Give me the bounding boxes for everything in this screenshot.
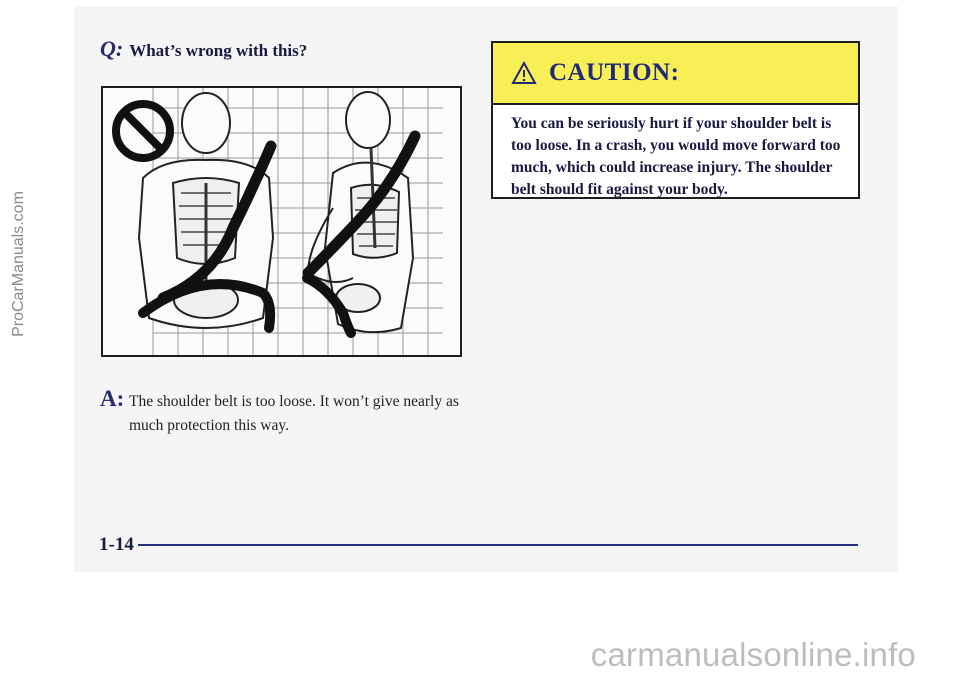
watermark-text: ProCarManuals.com [10,191,27,337]
seatbelt-illustration [101,86,462,357]
caution-title: CAUTION: [549,59,680,86]
prohibited-icon [116,104,170,158]
caution-body: You can be seriously hurt if your shoulder belt is too loose. In a crash, you would move forward too much, which could increase injury. The shoulder belt should fit against your body. [511,115,841,198]
answer-marker: A: [100,386,125,411]
loose-belt-diagram [103,88,460,355]
page-number: 1-14 [99,534,134,555]
answer [100,386,470,438]
site-footer [0,632,960,675]
question-text: What’s wrong with this? [129,41,308,60]
watermark [4,150,34,390]
caution-header [493,43,858,105]
warning-triangle-icon [511,61,537,85]
footer-rule [138,544,858,546]
caution-box [491,41,860,199]
question-marker: Q: [100,36,124,61]
answer-text: The shoulder belt is too loose. It won’t give nearly as much protection this way. [129,393,459,434]
question [100,36,307,62]
site-footer-text: carmanualsonline.info [590,636,916,673]
